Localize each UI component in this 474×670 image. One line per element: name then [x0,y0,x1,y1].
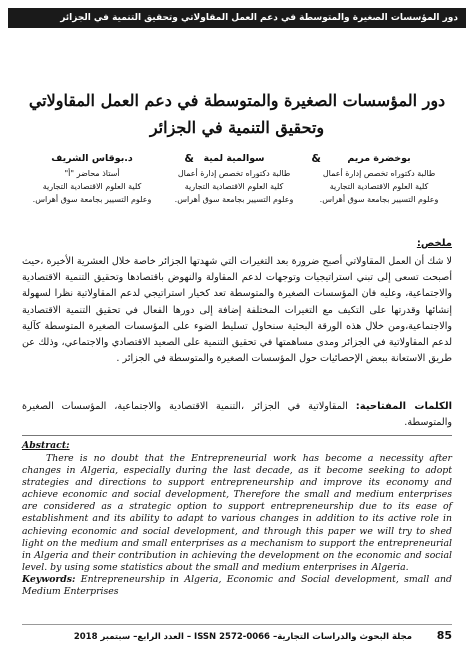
footer-rule [22,624,452,625]
author-faculty: كلية العلوم الاقتصادية التجارية [184,182,284,191]
author-3 [20,152,164,206]
arabic-abstract-heading: ملخص: [416,238,452,249]
author-university: وعلوم التسيير بجامعة سوق أهراس. [174,195,294,204]
author-role: طالبة دكتوراه تخصص إدارة أعمال [322,169,436,178]
arabic-keywords [22,399,452,431]
page-footer [0,624,474,654]
author-role: أستاذ محاضر "أ" [64,169,120,178]
author-faculty: كلية العلوم الاقتصادية التجارية [329,182,429,191]
english-keywords-label: Keywords: [22,574,76,585]
author-name: بوخضرة مريم [347,153,411,164]
paper-title-line-2: وتحقيق التنمية في الجزائر [149,118,325,137]
running-header: دور المؤسسات الصغيرة والمتوسطة في دعم العمل المقاولاتي وتحقيق التنمية في الجزائر [8,8,466,28]
english-abstract-heading: Abstract: [22,440,70,451]
section-divider [22,435,452,436]
page-number: 85 [436,629,452,642]
author-role: طالبة دكتوراه تخصص إدارة أعمال [177,169,291,178]
author-university: وعلوم التسيير بجامعة سوق أهراس. [32,195,152,204]
author-name: سوالمية لمية [203,153,265,164]
english-keywords [22,574,452,598]
arabic-keywords-text: المقاولاتية في الجزائر ،التنمية الاقتصادية والاجتماعية، المؤسسات الصغيرة والمتوسطة. [22,401,452,429]
arabic-keywords-label: الكلمات المفتاحية: [355,401,453,412]
author-name: د.بوقاس الشريف [51,153,133,164]
journal-info: مجلة البحوث والدراسات التجارية– ISSN 2572-0066 – العدد الرابع– سبتمبر 2018 [73,632,412,642]
author-separator: & [184,152,194,165]
english-abstract-body: There is no doubt that the Entrepreneurial work has become a necessity after changes in Algeria, especially during the last decade, as it become seeking to adopt strategies and directions to support entrepreneurship and improve its economy and achieve economic and social development, Therefore the small and medium enterprises are considered as a strategic option to support entrepreneurship due to its ease of establishment and its ability to adapt to various changes in addition to its active role in achieving economic and social development, and through this paper we will try to shed light on the medium and small enterprises as a mechanism to support the entrepreneurial in Algeria and their contribution in achieving the development on the economic and social level. by using some statistics about the small and medium enterprises in Algeria. [22,453,452,573]
english-keywords-text: Entrepreneurship in Algeria, Economic and Social development, small and Medium Enterprises [22,574,452,598]
author-1 [304,152,454,206]
author-separator: & [311,152,321,165]
authors-block [20,152,454,212]
author-faculty: كلية العلوم الاقتصادية التجارية [42,182,142,191]
paper-title-line-1: دور المؤسسات الصغيرة والمتوسطة في دعم العمل المقاولاتي [28,91,446,110]
author-university: وعلوم التسيير بجامعة سوق أهراس. [319,195,439,204]
arabic-abstract-body: لا شك أن العمل المقاولاتي أصبح ضرورة بعد التغيرات التي شهدتها الجزائر خاصة خلال العشرية الأخيرة ،حيث أصبحت تسعى إلى تبني استراتيجيات وتوجهات لدعم المقاولة والنهوض باقتصادها وتحقيق التنمية الاقتصادية والاجتماعية، وعليه فان المؤسسات الصغيرة والمتوسطة تعد كخيار استراتيجي لدعم المقاولاتية نظرا لسهولة إنشائها وقدرتها على التكيف مع التغيرات المختلفة إضافة إلى دورها الفعال في تحقيق التنمية الاقتصادية والاجتماعية،ومن خلال هذه الورقة البحثية سنحاول تسليط الضوء على المؤسسات الصغيرة المتوسطة كآلية لدعم المقاولاتية في الجزائر ومدى مساهمتها في تحقيق التنمية على الصعيد الاقتصادي والاجتماعي، وذلك عن طريق الاستعانة ببعض الإحصائيات حول المؤسسات الصغيرة والمتوسطة في الجزائر . [22,256,452,365]
